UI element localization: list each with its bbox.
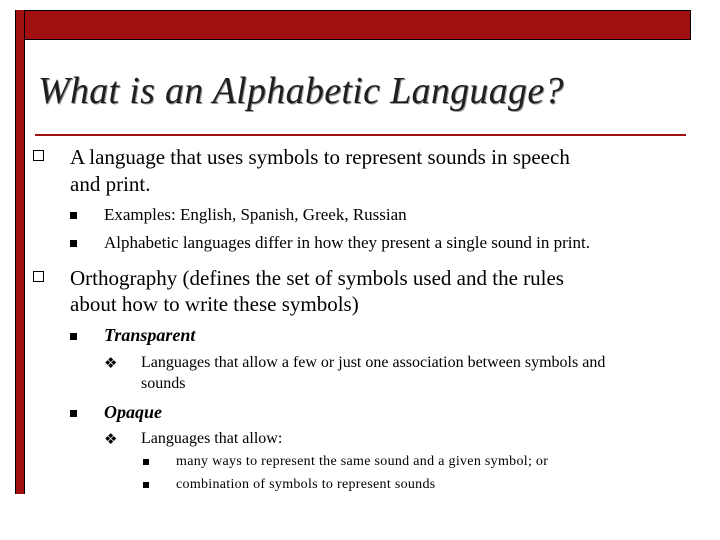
top-accent-bar — [15, 10, 691, 40]
title-divider — [35, 134, 686, 136]
transparent-label: Transparent — [104, 325, 196, 345]
point1-line2: and print. — [70, 172, 151, 196]
small-square-bullet-icon — [143, 459, 149, 465]
transparent-desc-line2: sounds — [141, 375, 186, 392]
point1-line1: A language that uses symbols to represent sounds in speech — [70, 145, 570, 169]
opaque-label: Opaque — [104, 402, 162, 422]
diamond-bullet-icon: ❖ — [104, 430, 118, 448]
left-accent-bar — [15, 10, 25, 494]
square-bullet-icon — [70, 212, 77, 219]
opaque-sub2: combination of symbols to represent sounds — [176, 477, 436, 492]
hollow-square-bullet-icon — [33, 271, 44, 282]
small-square-bullet-icon — [143, 482, 149, 488]
point1-sub1: Examples: English, Spanish, Greek, Russian — [104, 205, 407, 224]
square-bullet-icon — [70, 333, 77, 340]
point1-sub2: Alphabetic languages differ in how they present a single sound in print. — [104, 233, 590, 252]
square-bullet-icon — [70, 410, 77, 417]
point2-line1: Orthography (defines the set of symbols used and the rules — [70, 266, 564, 290]
square-bullet-icon — [70, 240, 77, 247]
opaque-desc: Languages that allow: — [141, 430, 283, 447]
transparent-desc-line1: Languages that allow a few or just one association between symbols and — [141, 354, 606, 371]
diamond-bullet-icon: ❖ — [104, 354, 118, 372]
opaque-sub1: many ways to represent the same sound and a given symbol; or — [176, 454, 549, 469]
point2-line2: about how to write these symbols) — [70, 292, 359, 316]
slide-title: What is an Alphabetic Language? — [38, 70, 564, 112]
hollow-square-bullet-icon — [33, 150, 44, 161]
